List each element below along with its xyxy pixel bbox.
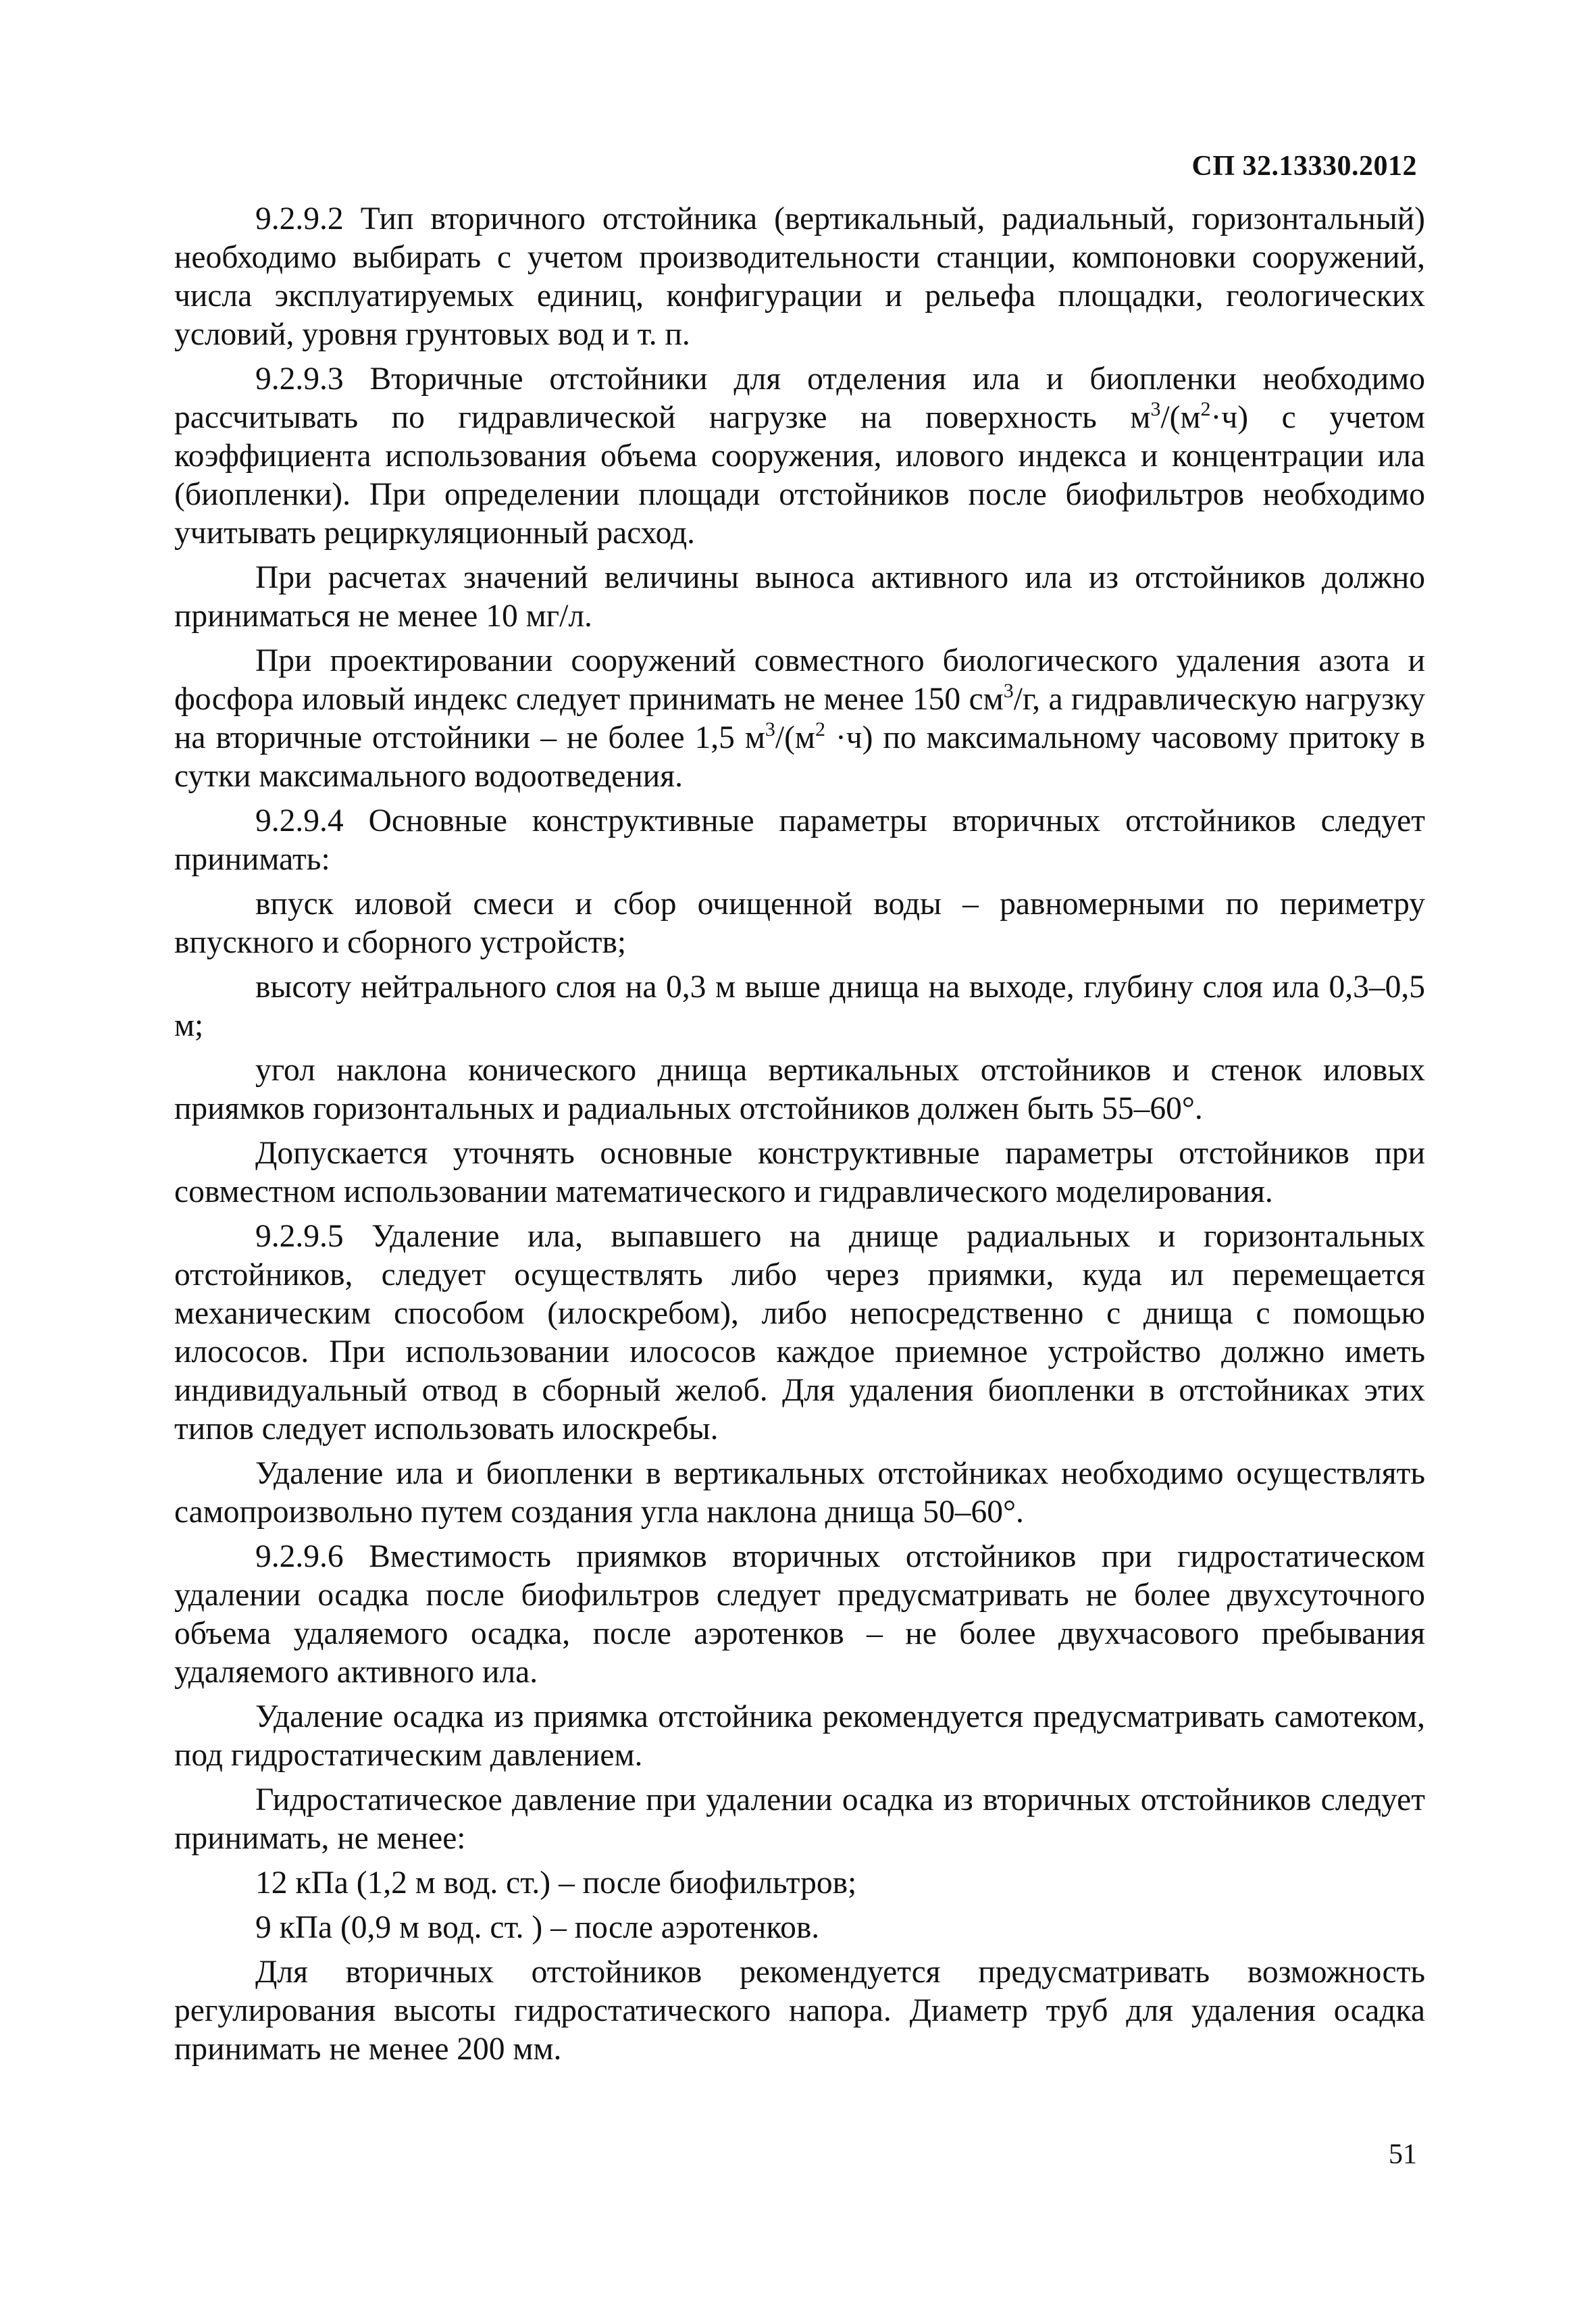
paragraph-slope-angle: угол наклона конического днища вертикальных отстойников и стенок иловых приямков горизонтальных и радиальных отстойников должен быть 55–60°. xyxy=(174,1053,1425,1126)
paragraph-9-2-9-6: 9.2.9.6 Вместимость приямков вторичных отстойников при гидростатическом удалении осадка после биофильтров следует предусматривать не более двухсуточного объема удаляемого осадка, после аэротенков – не более двухчасового пребывания удаляемого активного ила. xyxy=(174,1539,1425,1690)
paragraph-inlet-outlet: впуск иловой смеси и сбор очищенной воды – равномерными по периметру впускного и сборного устройств; xyxy=(174,886,1425,960)
document-header: СП 32.13330.2012 xyxy=(1191,151,1417,182)
paragraph-9-2-9-2: 9.2.9.2 Тип вторичного отстойника (вертикальный, радиальный, горизонтальный) необходимо выбирать с учетом производительности станции, компоновки сооружений, числа эксплуатируемых единиц, конфигурации и рельефа площадки, геологических условий, уровня грунтовых вод и т. п. xyxy=(174,201,1425,352)
paragraph-modeling: Допускается уточнять основные конструктивные параметры отстойников при совместном использовании математического и гидравлического моделирования. xyxy=(174,1136,1425,1209)
paragraph-gravity-removal: Удаление осадка из приямка отстойника рекомендуется предусматривать самотеком, под гидростатическим давлением. xyxy=(174,1699,1425,1773)
paragraph-nitrogen-phosphorus: При проектировании сооружений совместного биологического удаления азота и фосфора иловый индекс следует принимать не менее 150 $см^3/г$, а гидравлическую нагрузку на вторичные отстойники – не более 1,5 $м^3/(м^2 \cdot ч)$ по максимальному часовому притоку в сутки максимального водоотведения. xyxy=(174,643,1426,794)
paragraph-hydrostatic-pressure: Гидростатическое давление при удалении осадка из вторичных отстойников следует принимать, не менее: xyxy=(174,1782,1425,1856)
paragraph-9-2-9-4: 9.2.9.4 Основные конструктивные параметры вторичных отстойников следует принимать: xyxy=(174,803,1425,877)
page-number: 51 xyxy=(1389,2139,1417,2170)
paragraph-neutral-layer: высоту нейтрального слоя на 0,3 м выше днища на выходе, глубину слоя ила 0,3–0,5 м; xyxy=(174,970,1425,1043)
paragraph-9-2-9-5: 9.2.9.5 Удаление ила, выпавшего на днище радиальных и горизонтальных отстойников, следует осуществлять либо через приямки, куда ил перемещается механическим способом (илоскребом), либо непосредственно с днища с помощью илососов. При использовании илососов каждое приемное устройство должно иметь индивидуальный отвод в сборный желоб. Для удаления биопленки в отстойниках этих типов следует использовать илоскребы. xyxy=(174,1219,1425,1447)
paragraph-9-2-9-3: 9.2.9.3 Вторичные отстойники для отделения ила и биопленки необходимо рассчитывать по гидравлической нагрузке на поверхность $м^3/(м^2\cdot ч)$ с учетом коэффициента использования объема сооружения, илового индекса и концентрации ила (биопленки). При определении площади отстойников после биофильтров необходимо учитывать рециркуляционный расход. xyxy=(174,361,1425,551)
paragraph-pipe-diameter: Для вторичных отстойников рекомендуется предусматривать возможность регулирования высоты гидростатического напора. Диаметр труб для удаления осадка принимать не менее 200 мм. xyxy=(174,1955,1425,2067)
paragraph-pressure-biofilters: 12 кПа (1,2 м вод. ст.) – после биофильтров; xyxy=(255,1865,857,1901)
paragraph-sludge-outflow: При расчетах значений величины выноса активного ила из отстойников должно приниматься не менее 10 мг/л. xyxy=(174,560,1425,634)
paragraph-vertical-removal: Удаление ила и биопленки в вертикальных отстойниках необходимо осуществлять самопроизвольно путем создания угла наклона днища 50–60°. xyxy=(174,1456,1425,1530)
paragraph-pressure-aerotanks: 9 кПа (0,9 м вод. ст. ) – после аэротенков. xyxy=(255,1910,820,1945)
document-body xyxy=(174,200,1425,2075)
